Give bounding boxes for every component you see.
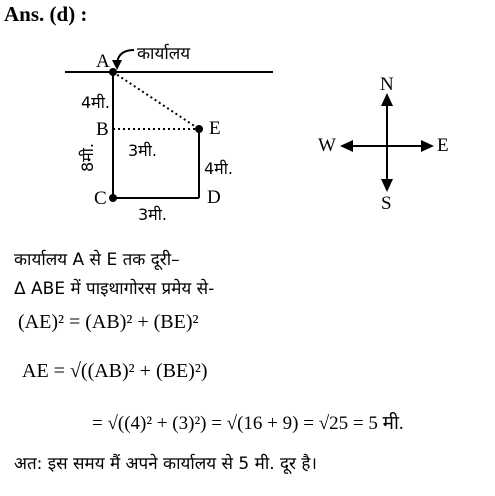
label-e: E	[209, 118, 221, 139]
length-ab: 4मी.	[81, 93, 110, 112]
point-e-dot	[195, 125, 203, 133]
office-label: कार्यालय	[137, 44, 191, 64]
compass-s: S	[381, 193, 392, 214]
length-bc: 8मी.	[78, 143, 97, 172]
length-ed: 4मी.	[204, 159, 233, 178]
point-a-dot	[109, 68, 117, 76]
compass-w: W	[318, 135, 336, 156]
label-b: B	[96, 119, 109, 140]
dotted-a-e	[113, 72, 199, 129]
label-c: C	[94, 188, 107, 209]
label-a: A	[96, 51, 110, 72]
point-c-dot	[109, 194, 117, 202]
compass-west-arrowhead	[340, 140, 353, 152]
compass-e: E	[437, 135, 449, 156]
compass-east-arrowhead	[421, 140, 434, 152]
solution-line-2: Δ ABE में पाइथागोरस प्रमेय से-	[14, 279, 215, 299]
label-d: D	[207, 187, 221, 208]
length-be: 3मी.	[128, 141, 157, 160]
solution-line-1: कार्यालय A से E तक दूरी–	[14, 250, 180, 270]
length-cd: 3मी.	[138, 205, 167, 224]
equation-3: = √((4)² + (3)²) = √(16 + 9) = √25 = 5 मी.	[92, 413, 404, 434]
equation-2: AE = √((AB)² + (BE)²)	[22, 360, 208, 382]
answer-heading: Ans. (d) :	[4, 2, 88, 26]
equation-1: (AE)² = (AB)² + (BE)²	[18, 311, 199, 333]
compass-n: N	[380, 74, 394, 95]
conclusion: अत: इस समय मैं अपने कार्यालय से 5 मी. दूर है।	[14, 454, 317, 474]
compass-south-arrowhead	[381, 179, 393, 192]
